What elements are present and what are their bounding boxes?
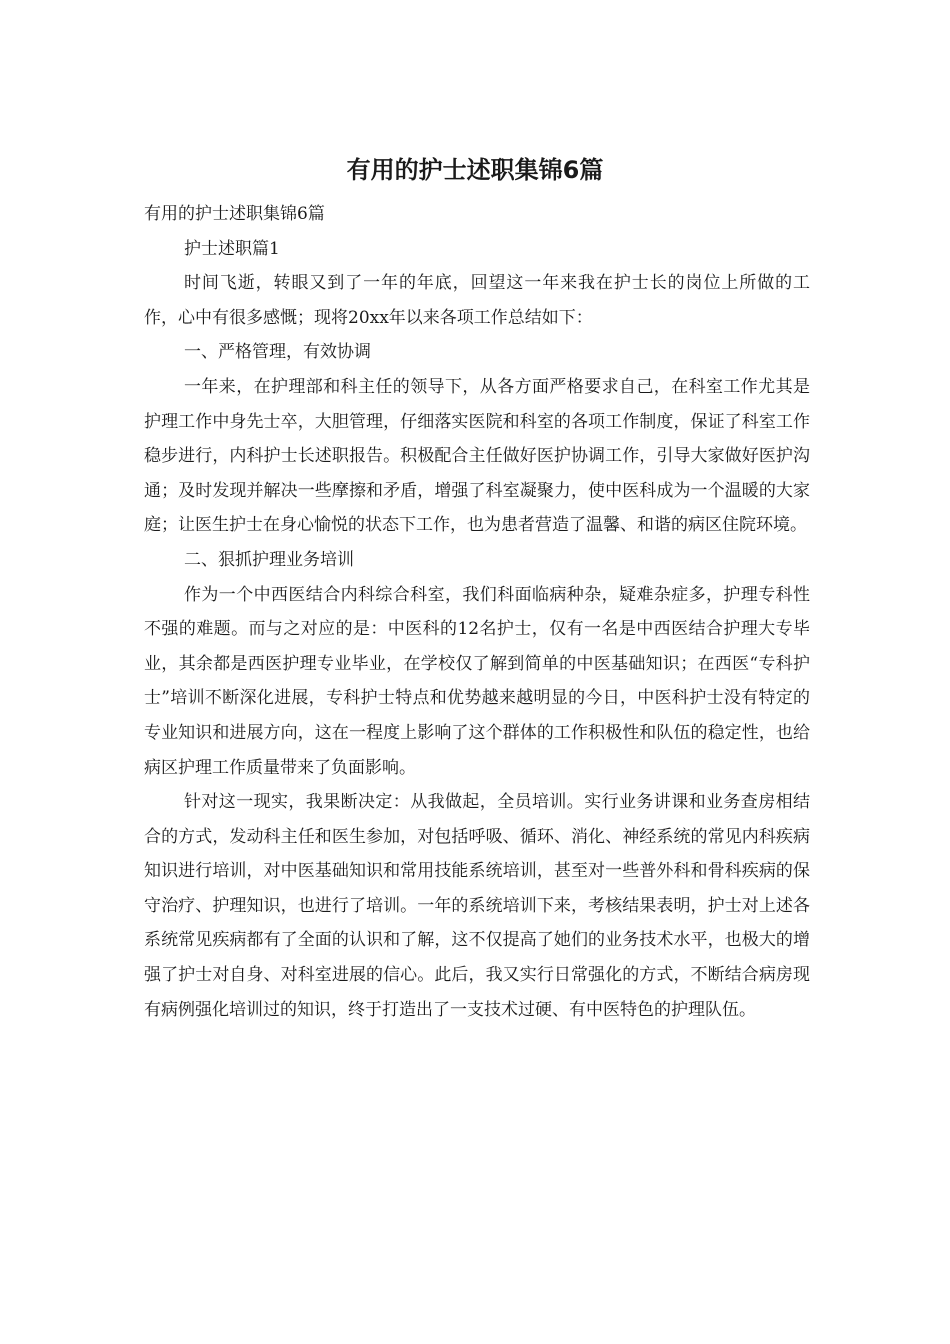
- heading-strict-management: 一、严格管理，有效协调: [184, 342, 371, 363]
- section-heading-report-1: 护士述职篇1: [184, 238, 280, 259]
- intro-paragraph: 时间飞逝，转眼又到了一年的年底，回望这一年来我在护士长的岗位上所做的工作，心中有很多感慨；现将20xx年以来各项工作总结如下：: [144, 273, 810, 328]
- subtitle-paragraph: 有用的护士述职集锦6篇: [144, 204, 325, 224]
- heading-training: 二、狠抓护理业务培训: [184, 549, 354, 570]
- paragraph-training-challenge: 作为一个中西医结合内科综合科室，我们科面临病种杂，疑难杂症多，护理专科性不强的难题。而与之对应的是：中医科的12名护士，仅有一名是中西医结合护理大专毕业，其余都是西医护理专业毕业，在学校仅了解到简单的中医基础知识；在西医“专科护士”培训不断深化进展，专科护士特点和优势越来越明显的今日，中医科护士没有特定的专业知识和进展方向，这在一程度上影响了这个群体的工作积极性和队伍的稳定性，也给病区护理工作质量带来了负面影响。: [144, 584, 810, 778]
- document-body: [144, 197, 810, 1027]
- paragraph-management: 一年来，在护理部和科主任的领导下，从各方面严格要求自己，在科室工作尤其是护理工作中身先士卒，大胆管理，仔细落实医院和科室的各项工作制度，保证了科室工作稳步进行，内科护士长述职报告。积极配合主任做好医护协调工作，引导大家做好医护沟通；及时发现并解决一些摩擦和矛盾，增强了科室凝聚力，使中医科成为一个温暖的大家庭；让医生护士在身心愉悦的状态下工作，也为患者营造了温馨、和谐的病区住院环境。: [144, 376, 810, 536]
- paragraph-training-action: 针对这一现实，我果断决定：从我做起，全员培训。实行业务讲课和业务查房相结合的方式，发动科主任和医生参加，对包括呼吸、循环、消化、神经系统的常见内科疾病知识进行培训，对中医基础知识和常用技能系统培训，甚至对一些普外科和骨科疾病的保守治疗、护理知识，也进行了培训。一年的系统培训下来，考核结果表明，护士对上述各系统常见疾病都有了全面的认识和了解，这不仅提高了她们的业务技术水平，也极大的增强了护士对自身、对科室进展的信心。此后，我又实行日常强化的方式，不断结合病房现有病例强化培训过的知识，终于打造出了一支技术过硬、有中医特色的护理队伍。: [144, 792, 810, 1020]
- document-title: 有用的护士述职集锦6篇: [346, 156, 604, 184]
